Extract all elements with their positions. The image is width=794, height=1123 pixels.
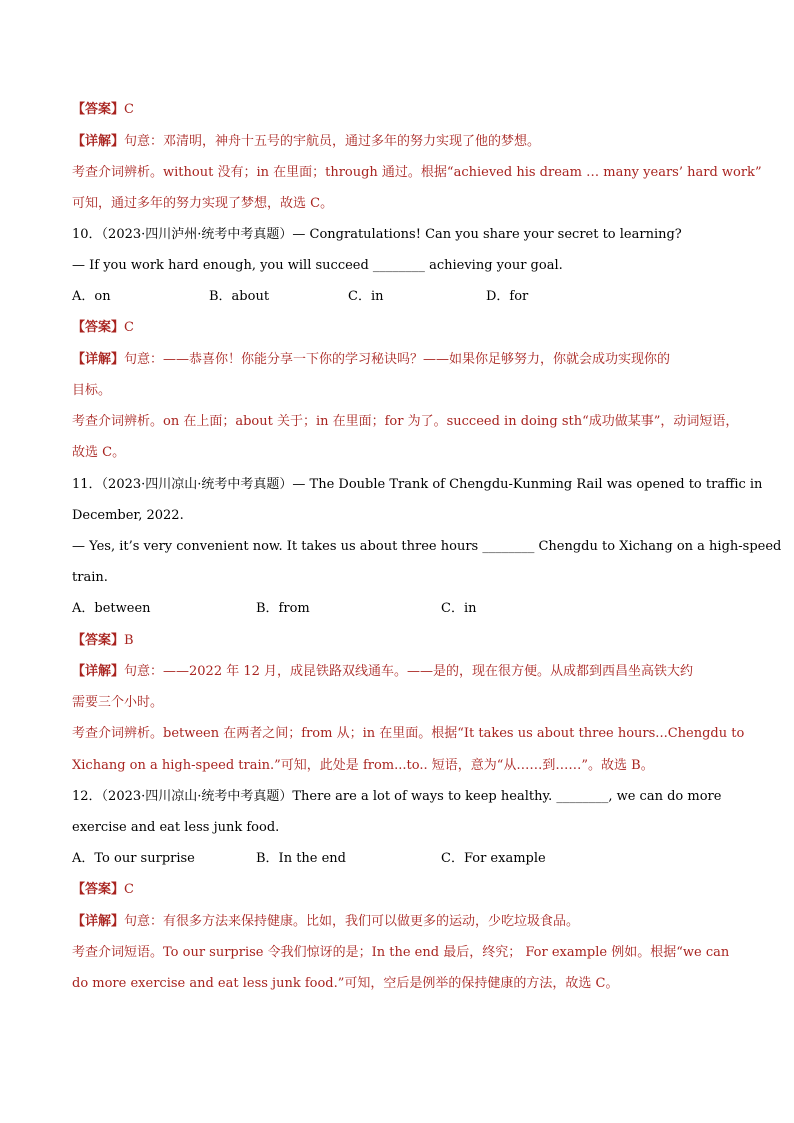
q12-answer: C bbox=[124, 882, 134, 897]
answer-label: 【答案】 bbox=[72, 102, 125, 117]
q9-answer-line bbox=[72, 102, 724, 118]
q12-stem-2: exercise and eat less junk food. bbox=[72, 820, 280, 835]
q9-detail: 句意：邓清明，神舟十五号的宇航员，通过多年的努力实现了他的梦想。 bbox=[124, 134, 541, 149]
detail-label: 【详解】 bbox=[72, 914, 125, 929]
q11-detail-1: 句意：——2022 年 12 月，成昆铁路双线通车。——是的，现在很方便。从成都到西昌坐高铁大约 bbox=[124, 664, 694, 679]
q10-analysis-1: 考查介词辨析。on 在上面；about 关于；in 在里面；for 为了。succeed in doing sth“成功做某事”，动词短语， bbox=[72, 414, 739, 429]
q11-detail-line bbox=[72, 664, 724, 680]
q11-option-c: C．in bbox=[441, 601, 477, 616]
q10-detail-line bbox=[72, 352, 724, 368]
q11-analysis-2: Xichang on a high-speed train.”可知，此处是 from...to.. 短语，意为“从……到……”。故选 B。 bbox=[72, 758, 654, 773]
q12-analysis-1: 考查介词短语。To our surprise 令我们惊讶的是；In the end 最后，终究； For example 例如。根据“we can bbox=[72, 945, 730, 960]
q9-analysis-1: 考查介词辨析。without 没有；in 在里面；through 通过。根据“achieved his dream … many years’ hard work” bbox=[72, 165, 762, 180]
q10-analysis-2: 故选 C。 bbox=[72, 445, 126, 460]
answer-label: 【答案】 bbox=[72, 882, 125, 897]
q11-option-b: B．from bbox=[256, 601, 310, 616]
q10-option-b: B．about bbox=[209, 289, 270, 304]
answer-label: 【答案】 bbox=[72, 633, 125, 648]
q10-answer: C bbox=[124, 320, 134, 335]
answer-label: 【答案】 bbox=[72, 320, 125, 335]
q12-option-b: B．In the end bbox=[256, 851, 347, 866]
q12-detail-line bbox=[72, 914, 724, 930]
q12-answer-line bbox=[72, 882, 724, 898]
q12-option-a: A．To our surprise bbox=[72, 851, 195, 866]
detail-label: 【详解】 bbox=[72, 352, 125, 367]
q12-detail: 句意：有很多方法来保持健康。比如，我们可以做更多的运动，少吃垃圾食品。 bbox=[124, 914, 580, 929]
q9-analysis-2: 可知，通过多年的努力实现了梦想，故选 C。 bbox=[72, 196, 334, 211]
detail-label: 【详解】 bbox=[72, 134, 125, 149]
q9-detail-line bbox=[72, 134, 724, 150]
q11-analysis-1: 考查介词辨析。between 在两者之间；from 从；in 在里面。根据“It takes us about three hours...Chengdu to bbox=[72, 726, 745, 741]
q10-option-d: D．for bbox=[486, 289, 529, 304]
q10-answer-line bbox=[72, 320, 724, 336]
q12-stem-1: 12．（2023·四川凉山·统考中考真题）There are a lot of ways to keep healthy. ________, we can do more bbox=[72, 789, 722, 804]
q11-reply-1: — Yes, it’s very convenient now. It takes us about three hours ________ Chengdu to Xichang on a high-speed bbox=[72, 539, 782, 554]
q11-detail-2: 需要三个小时。 bbox=[72, 695, 164, 710]
q10-reply: — If you work hard enough, you will succeed ________ achieving your goal. bbox=[72, 258, 563, 273]
q12-option-c: C．For example bbox=[441, 851, 546, 866]
q11-answer: B bbox=[124, 633, 134, 648]
q9-answer: C bbox=[124, 102, 134, 117]
q10-option-c: C．in bbox=[348, 289, 384, 304]
q11-answer-line bbox=[72, 633, 724, 649]
q12-analysis-2: do more exercise and eat less junk food.”可知，空后是例举的保持健康的方法，故选 C。 bbox=[72, 976, 619, 991]
q11-stem-1: 11．（2023·四川凉山·统考中考真题）— The Double Trank of Chengdu-Kunming Rail was opened to traffic in bbox=[72, 477, 763, 492]
q11-option-a: A．between bbox=[72, 601, 151, 616]
q11-reply-2: train. bbox=[72, 570, 108, 585]
q10-detail-1: 句意：——恭喜你！你能分享一下你的学习秘诀吗？——如果你足够努力，你就会成功实现你的 bbox=[124, 352, 671, 367]
detail-label: 【详解】 bbox=[72, 664, 125, 679]
q10-detail-2: 目标。 bbox=[72, 383, 112, 398]
q10-stem: 10．（2023·四川泸州·统考中考真题）— Congratulations! Can you share your secret to learning? bbox=[72, 227, 682, 242]
q11-stem-2: December, 2022. bbox=[72, 508, 184, 523]
q10-option-a: A．on bbox=[72, 289, 111, 304]
